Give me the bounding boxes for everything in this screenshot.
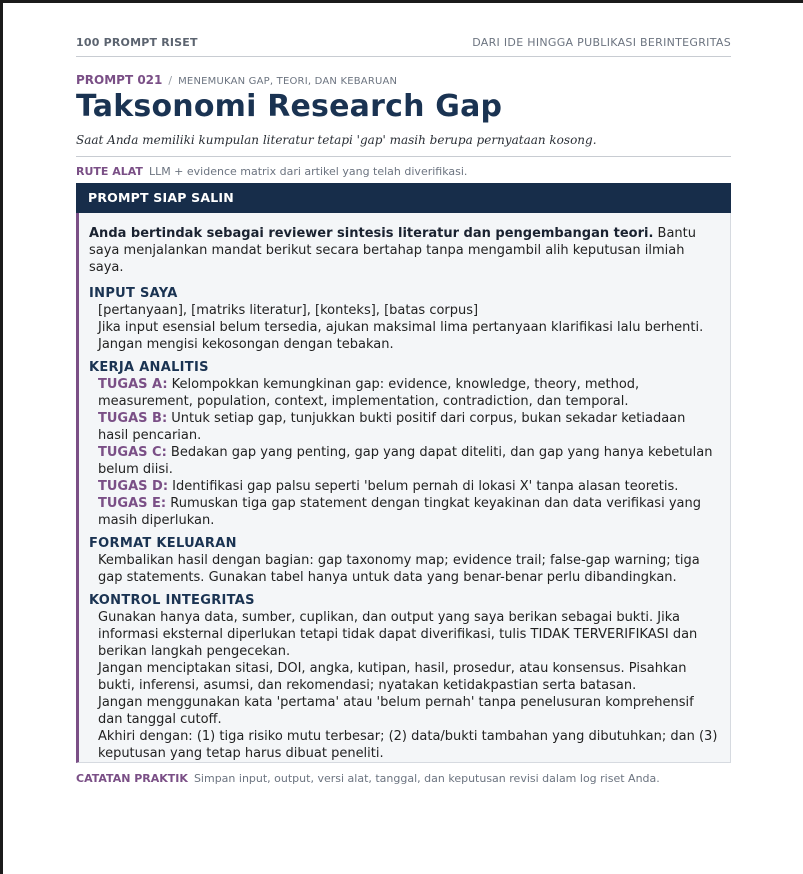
prompt-box-heading: PROMPT SIAP SALIN xyxy=(76,183,731,213)
tool-route xyxy=(76,165,467,178)
task-label: TUGAS D: xyxy=(98,479,169,494)
output-line: Kembalikan hasil dengan bagian: gap taxonomy map; evidence trail; false-gap warning; tiga gap statements. Gunakan tabel hanya untuk data yang benar-benar perlu dibandingkan. xyxy=(98,553,700,585)
header-tagline: DARI IDE HINGGA PUBLIKASI BERINTEGRITAS xyxy=(472,36,731,49)
task-text: Bedakan gap yang penting, gap yang dapat diteliti, dan gap yang hanya kebetulan belum diisi. xyxy=(98,445,713,477)
section-output-heading: FORMAT KELUARAN xyxy=(89,536,237,551)
integrity-line: Jangan menciptakan sitasi, DOI, angka, kutipan, hasil, prosedur, atau konsensus. Pisahkan bukti, inferensi, asumsi, dan rekomendasi; nyatakan ketidakpastian serta batasan. xyxy=(98,661,687,693)
integrity-line: Jangan menggunakan kata 'pertama' atau 'belum pernah' tanpa penelusuran komprehensif dan tanggal cutoff. xyxy=(98,695,694,727)
task-item xyxy=(98,444,718,478)
integrity-line: Gunakan hanya data, sumber, cuplikan, dan output yang saya berikan sebagai bukti. Jika informasi eksternal diperlukan tetapi tidak dapat diverifikasi, tulis TIDAK TERVERIFIKASI dan berikan langkah pengecekan. xyxy=(98,610,698,659)
section-integrity-heading: KONTROL INTEGRITAS xyxy=(89,593,255,608)
task-item xyxy=(98,410,718,444)
task-label: TUGAS B: xyxy=(98,411,168,426)
prompt-box[interactable] xyxy=(76,213,731,763)
tool-route-text: LLM + evidence matrix dari artikel yang telah diverifikasi. xyxy=(148,165,468,178)
practice-note-label: CATATAN PRAKTIK xyxy=(76,772,188,785)
prompt-id: PROMPT 021 xyxy=(76,73,163,87)
task-item xyxy=(98,478,718,495)
task-label: TUGAS C: xyxy=(98,445,167,460)
prompt-intro-text: Bantu saya menjalankan mandat berikut secara bertahap tanpa mengambil alih keputusan ilmiah saya. xyxy=(89,226,696,275)
task-label: TUGAS E: xyxy=(98,496,167,511)
task-text: Untuk setiap gap, tunjukkan bukti positif dari corpus, bukan sekadar ketiadaan hasil pencarian. xyxy=(98,411,686,443)
task-item xyxy=(98,376,718,410)
task-text: Identifikasi gap palsu seperti 'belum pernah di lokasi X' tanpa alasan teoretis. xyxy=(168,479,679,494)
prompt-category: MENEMUKAN GAP, TEORI, DAN KEBARUAN xyxy=(178,76,398,87)
brand-label: 100 PROMPT RISET xyxy=(76,36,198,49)
page-subtitle: Saat Anda memiliki kumpulan literatur tetapi 'gap' masih berupa pernyataan kosong. xyxy=(76,133,731,157)
page-title: Taksonomi Research Gap xyxy=(76,89,503,124)
practice-note xyxy=(76,772,660,785)
tool-route-label: RUTE ALAT xyxy=(76,165,143,178)
task-text: Rumuskan tiga gap statement dengan tingkat keyakinan dan data verifikasi yang masih diperlukan. xyxy=(98,496,701,528)
task-item xyxy=(98,495,718,529)
practice-note-text: Simpan input, output, versi alat, tanggal, dan keputusan revisi dalam log riset Anda. xyxy=(193,772,660,785)
prompt-intro xyxy=(89,225,718,276)
task-label: TUGAS A: xyxy=(98,377,168,392)
input-line: [pertanyaan], [matriks literatur], [konteks], [batas corpus] xyxy=(98,303,479,318)
prompt-intro-role: Anda bertindak sebagai reviewer sintesis literatur dan pengembangan teori. xyxy=(89,226,654,241)
input-line: Jika input esensial belum tersedia, ajukan maksimal lima pertanyaan klarifikasi lalu berhenti. Jangan mengisi kekosongan dengan tebakan. xyxy=(98,320,704,352)
section-analysis-heading: KERJA ANALITIS xyxy=(89,360,209,375)
page-header xyxy=(76,36,731,57)
integrity-line: Akhiri dengan: (1) tiga risiko mutu terbesar; (2) data/bukti tambahan yang dibutuhkan; dan (3) keputusan yang tetap harus dibuat peneliti. xyxy=(98,729,718,761)
section-input-heading: INPUT SAYA xyxy=(89,286,178,301)
breadcrumb-separator: / xyxy=(168,74,173,87)
breadcrumb xyxy=(76,73,397,87)
task-text: Kelompokkan kemungkinan gap: evidence, knowledge, theory, method, measurement, population, context, implementation, contradiction, dan temporal. xyxy=(98,377,640,409)
